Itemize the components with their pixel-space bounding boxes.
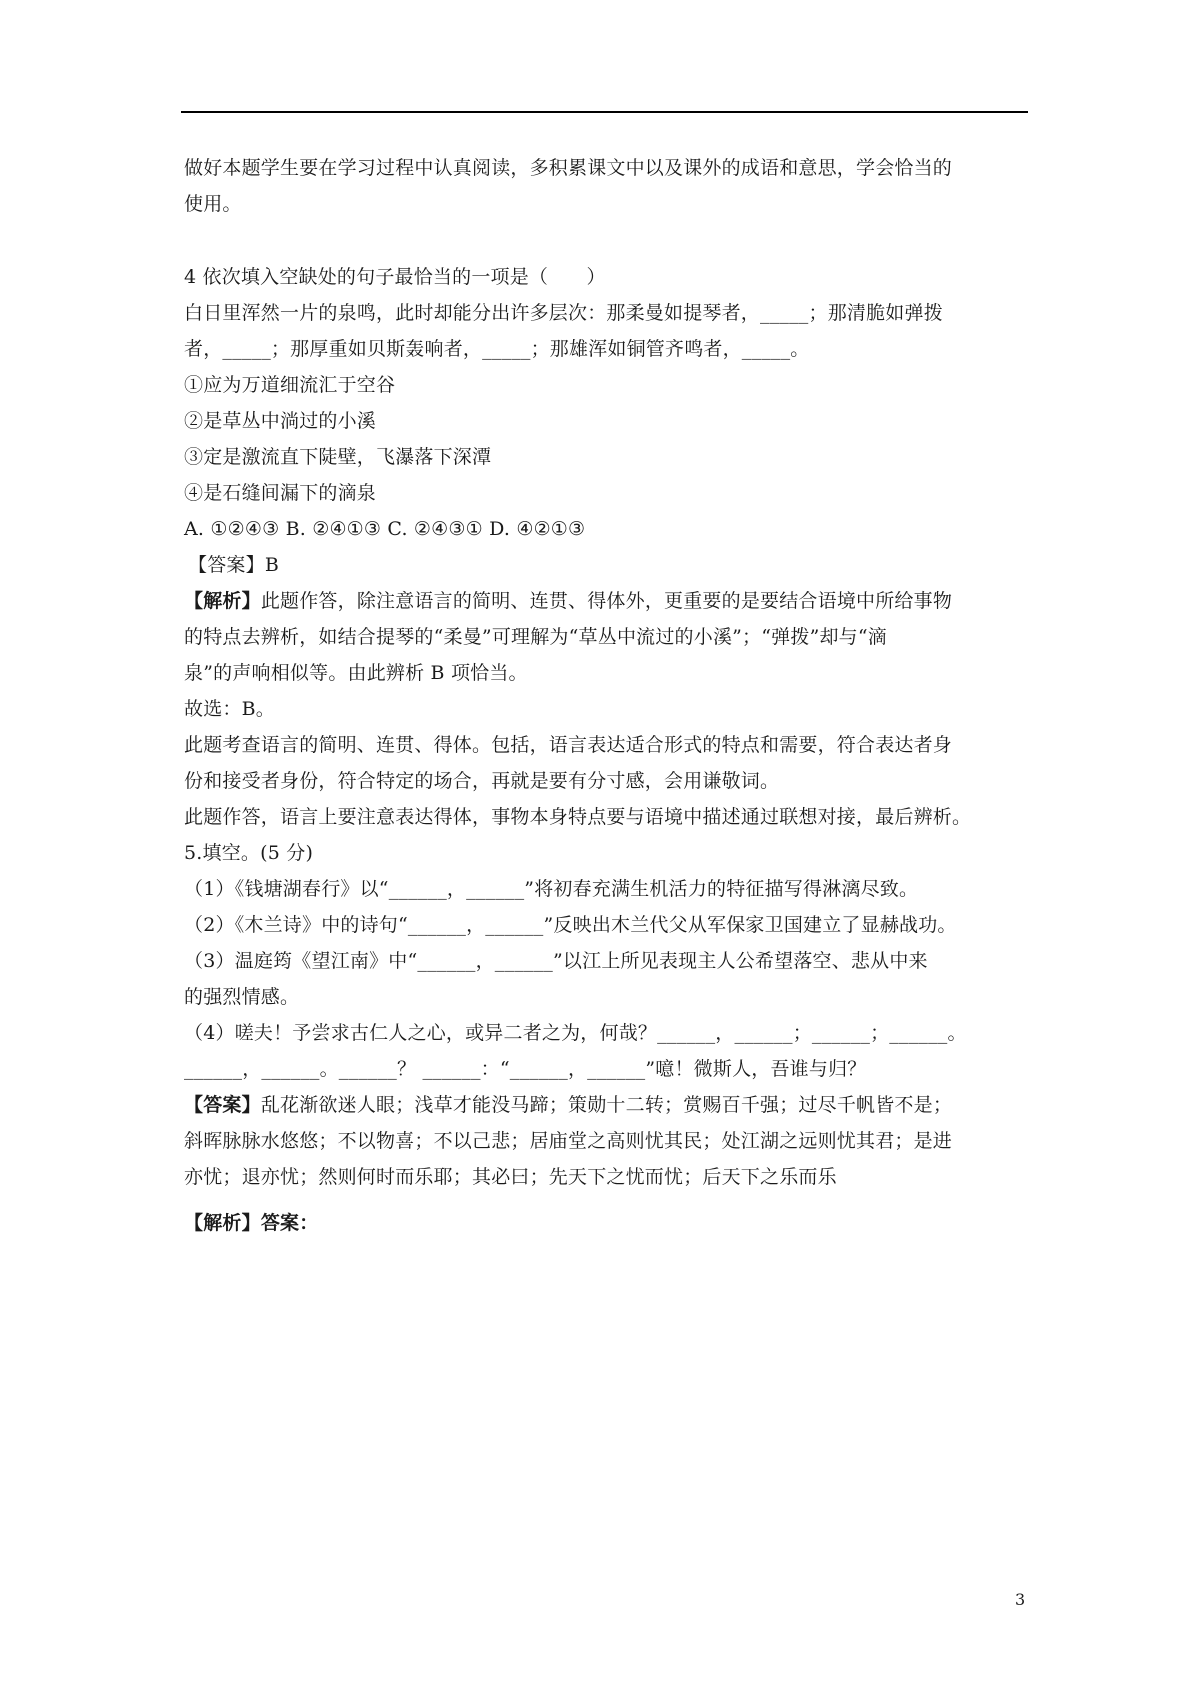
question-5-item-4: （4）嗟夫！予尝求古仁人之心，或异二者之为，何哉？______，______；______；______。 <box>184 1022 967 1044</box>
question-4-choices: A. ①②④③ B. ②④①③ C. ②④③① D. ④②①③ <box>184 518 586 540</box>
question-4-answer <box>184 547 1028 583</box>
question-5-item-2: （2）《木兰诗》中的诗句“______，______”反映出木兰代父从军保家卫国建立了显赫战功。 <box>184 914 957 936</box>
question-5-item-4-cont: ______，______。______？ ______：“______，______”噫！微斯人，吾谁与归？ <box>184 1058 867 1080</box>
intro-line-1: 做好本题学生要在学习过程中认真阅读，多积累课文中以及课外的成语和意思，学会恰当的 <box>184 157 953 179</box>
question-5-answer-line-1 <box>184 1087 1028 1123</box>
analysis-text: 答案： <box>260 1212 319 1234</box>
question-4-analysis-line-3: 泉”的声响相似等。由此辨析 B 项恰当。 <box>184 662 528 684</box>
question-5-answer-line-2: 斜晖脉脉水悠悠；不以物喜；不以己悲；居庙堂之高则忧其民；处江湖之远则忧其君；是进 <box>184 1130 953 1152</box>
page-number: 3 <box>1015 1590 1026 1609</box>
answer-tag: 【答案】 <box>188 554 265 576</box>
question-5-answer-line-3: 亦忧；退亦忧；然则何时而乐耶；其必曰；先天下之忧而忧；后天下之乐而乐 <box>184 1166 837 1188</box>
question-4-option-3: ③定是激流直下陡壁，飞瀑落下深潭 <box>184 446 492 468</box>
answer-tag: 【答案】 <box>184 1094 261 1116</box>
question-4-stem-line-2: 者，_____；那厚重如贝斯轰响者，_____；那雄浑如铜管齐鸣者，_____。 <box>184 338 810 360</box>
question-4-option-1: ①应为万道细流汇于空谷 <box>184 374 396 396</box>
answer-value: B <box>264 554 279 576</box>
question-4-option-4: ④是石缝间漏下的滴泉 <box>184 482 377 504</box>
question-5-item-1: （1）《钱塘湖春行》以“______，______”将初春充满生机活力的特征描写得淋漓尽致。 <box>184 878 919 900</box>
answer-text: 乱花渐欲迷人眼；浅草才能没马蹄；策勋十二转；赏赐百千强；过尽千帆皆不是； <box>260 1094 953 1116</box>
analysis-tag: 【解析】 <box>184 590 261 612</box>
question-4-selection: 故选：B。 <box>184 698 275 720</box>
question-4-note-3: 此题作答，语言上要注意表达得体，事物本身特点要与语境中描述通过联想对接，最后辨析。 <box>184 806 972 828</box>
question-5-analysis <box>184 1205 1028 1241</box>
question-5-title: 5.填空。(5 分) <box>184 842 314 864</box>
question-4-analysis-line-2: 的特点去辨析，如结合提琴的“柔曼”可理解为“草丛中流过的小溪”；“弹拨”却与“滴 <box>184 626 887 648</box>
question-4-note-1: 此题考查语言的简明、连贯、得体。包括，语言表达适合形式的特点和需要，符合表达者身 <box>184 734 953 756</box>
question-4-title: 4 依次填入空缺处的句子最恰当的一项是（ ） <box>184 266 606 288</box>
intro-line-2: 使用。 <box>184 193 242 215</box>
analysis-text: 此题作答，除注意语言的简明、连贯、得体外，更重要的是要结合语境中所给事物 <box>260 590 953 612</box>
question-5-item-3: （3）温庭筠《望江南》中“______，______”以江上所见表现主人公希望落空、悲从中来 <box>184 950 928 972</box>
question-4-analysis-line-1 <box>184 583 1028 619</box>
question-4-note-2: 份和接受者身份，符合特定的场合，再就是要有分寸感，会用谦敬词。 <box>184 770 780 792</box>
question-4-stem-line-1: 白日里浑然一片的泉鸣，此时却能分出许多层次：那柔曼如提琴者，_____；那清脆如弹拨 <box>184 302 943 324</box>
header-rule <box>181 111 1028 113</box>
document-body <box>184 150 1028 1241</box>
question-4-option-2: ②是草丛中淌过的小溪 <box>184 410 377 432</box>
question-5-item-3-cont: 的强烈情感。 <box>184 986 300 1008</box>
analysis-tag: 【解析】 <box>184 1212 261 1234</box>
